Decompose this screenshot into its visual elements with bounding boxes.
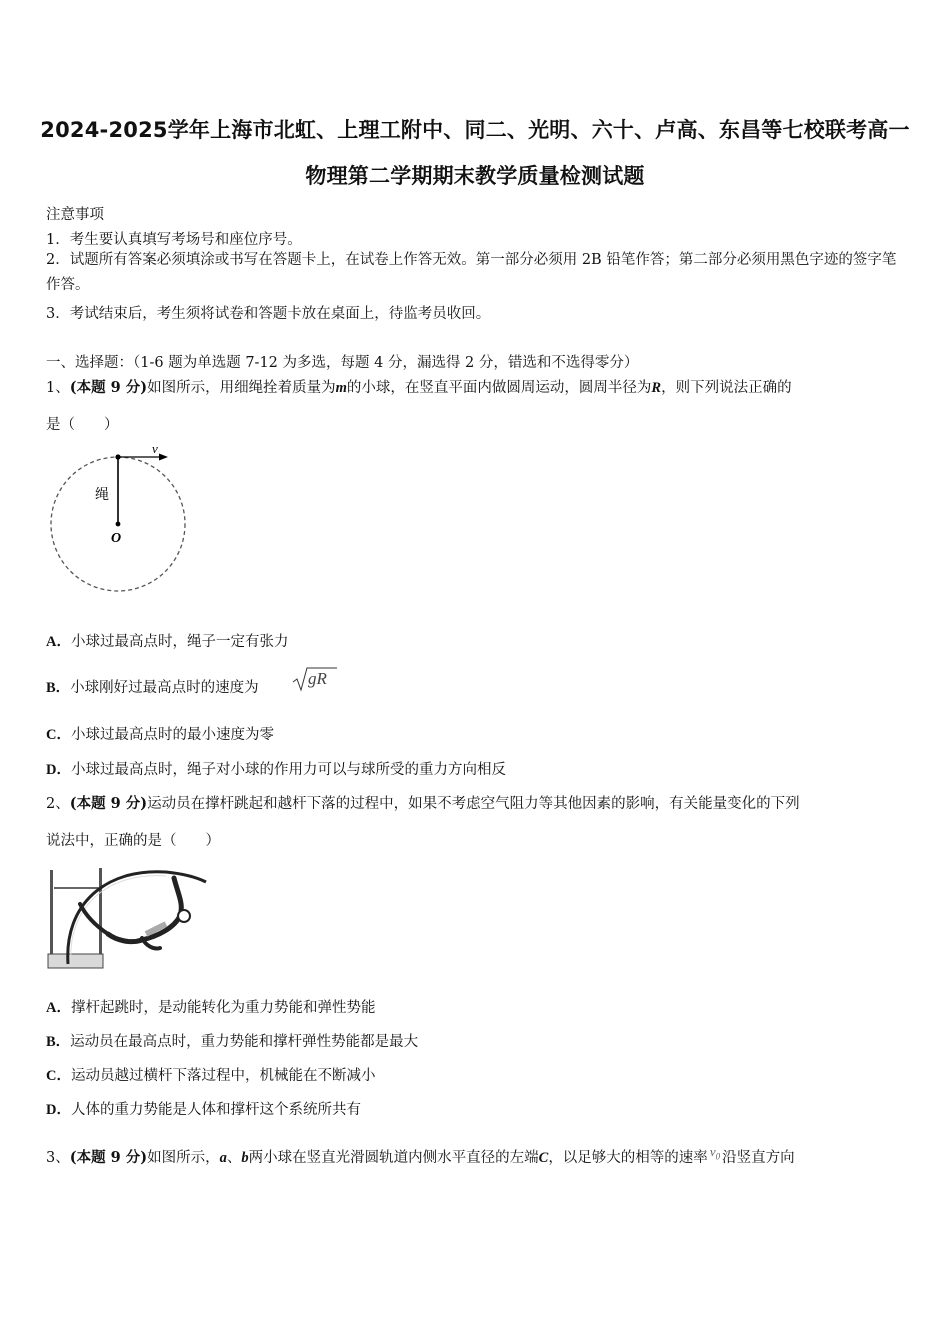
section-heading: 一、选择题：（1-6 题为单选题 7-12 为多选，每题 4 分，漏选得 2 分，错选和不选得零分）	[46, 355, 639, 371]
q1-stem-text-c: ，则下列说法正确的	[661, 380, 792, 396]
q2-option-d	[46, 1098, 361, 1119]
q1-var-R: R	[651, 380, 662, 396]
option-letter: C．	[46, 1068, 71, 1084]
q1-option-a	[46, 630, 288, 651]
notice-heading: 注意事项	[46, 207, 104, 223]
option-text: 小球过最高点时，绳子一定有张力	[70, 634, 289, 650]
q2-number: 2、	[46, 796, 70, 812]
q1-stem-line2: 是（ ）	[46, 417, 119, 433]
q1-option-c	[46, 723, 274, 744]
notice-item-1: 1．考生要认真填写考场号和座位序号。	[46, 232, 302, 248]
athlete-legs	[80, 904, 108, 934]
option-text: 运动员越过横杆下落过程中，机械能在不断减小	[70, 1068, 376, 1084]
pole-highlight	[71, 876, 166, 964]
right-upright	[99, 868, 102, 968]
option-letter: D．	[46, 1102, 71, 1118]
q2-option-a	[46, 996, 375, 1017]
q3-score: (本题 9 分)	[69, 1149, 148, 1166]
q3-stem-text-a: 如图所示，	[147, 1150, 220, 1166]
velocity-label: v	[152, 442, 158, 456]
option-text: 人体的重力势能是人体和撑杆这个系统所共有	[70, 1102, 361, 1118]
q1-circle-figure	[46, 442, 191, 602]
option-text: 小球过最高点时，绳子对小球的作用力可以与球所受的重力方向相反	[70, 762, 506, 778]
rope-label: 绳	[95, 487, 109, 503]
q1-score: (本题 9 分)	[69, 379, 148, 396]
notice-item-3: 3．考试结束后，考生须将试卷和答题卡放在桌面上，待监考员收回。	[46, 306, 491, 322]
athlete-body	[108, 878, 181, 942]
q3-number: 3、	[46, 1150, 70, 1166]
q2-pole-vault-figure	[46, 864, 216, 972]
option-letter: B．	[46, 1034, 71, 1050]
option-letter: A．	[46, 634, 71, 650]
center-dot	[116, 522, 121, 527]
option-letter: A．	[46, 1000, 71, 1016]
option-text: 小球过最高点时的最小速度为零	[70, 727, 274, 743]
q2-option-b	[46, 1030, 418, 1051]
v0-subscript: 0	[715, 1151, 721, 1162]
q2-option-c	[46, 1064, 375, 1085]
q3-stem-text-d: 沿竖直方向	[722, 1150, 795, 1166]
q3-var-C: C	[538, 1150, 549, 1166]
q3-stem-text-b: 两小球在竖直光滑圆轨道内侧水平直径的左端	[248, 1150, 539, 1166]
option-letter: B．	[46, 680, 71, 696]
exam-title-line1: 2024-2025学年上海市北虹、上理工附中、同二、光明、六十、卢高、东昌等七校联考高一	[40, 118, 910, 142]
q3-var-v0	[708, 1144, 722, 1162]
landing-mat	[48, 954, 103, 968]
q2-stem-text-a: 运动员在撑杆跳起和越杆下落的过程中，如果不考虑空气阻力等其他因素的影响，有关能量变化的下列	[147, 796, 800, 812]
option-text: 运动员在最高点时，重力势能和撑杆弹性势能都是最大	[70, 1034, 419, 1050]
q3-stem-line1	[46, 1146, 795, 1168]
athlete-head	[178, 910, 190, 922]
left-upright	[50, 870, 53, 968]
q1-var-m: m	[335, 380, 347, 396]
notice-item-2: 2．试题所有答案必须填涂或书写在答题卡上，在试卷上作答无效。第一部分必须用 2B 铅笔作答；第二部分必须用黑色字迹的签字笔作答。	[46, 252, 897, 293]
q3-var-b: b	[241, 1150, 249, 1166]
option-letter: C．	[46, 727, 71, 743]
exam-title-line2: 物理第二学期期末教学质量检测试题	[305, 164, 645, 188]
q1-number: 1、	[46, 380, 70, 396]
v0-base: v	[709, 1144, 716, 1159]
q3-separator: 、	[226, 1150, 242, 1166]
velocity-arrow-head	[159, 454, 168, 461]
center-label: O	[111, 531, 122, 546]
q3-var-a: a	[219, 1150, 227, 1166]
sqrt-radicand: gR	[308, 669, 327, 688]
q1-option-b	[46, 676, 259, 697]
q1-option-d	[46, 758, 506, 779]
q2-score: (本题 9 分)	[69, 795, 148, 812]
q1-stem-line1	[46, 376, 792, 397]
q1-stem-text-a: 如图所示，用细绳拴着质量为	[147, 380, 336, 396]
q2-stem-line2: 说法中，正确的是（ ）	[46, 833, 220, 849]
option-text: 撑杆起跳时，是动能转化为重力势能和弹性势能	[70, 1000, 376, 1016]
option-letter: D．	[46, 762, 71, 778]
option-text: 小球刚好过最高点时的速度为	[70, 680, 259, 696]
q2-stem-line1	[46, 792, 800, 813]
q1-stem-text-b: 的小球，在竖直平面内做圆周运动，圆周半径为	[346, 380, 652, 396]
q3-stem-text-c: ，以足够大的相等的速率	[548, 1150, 708, 1166]
